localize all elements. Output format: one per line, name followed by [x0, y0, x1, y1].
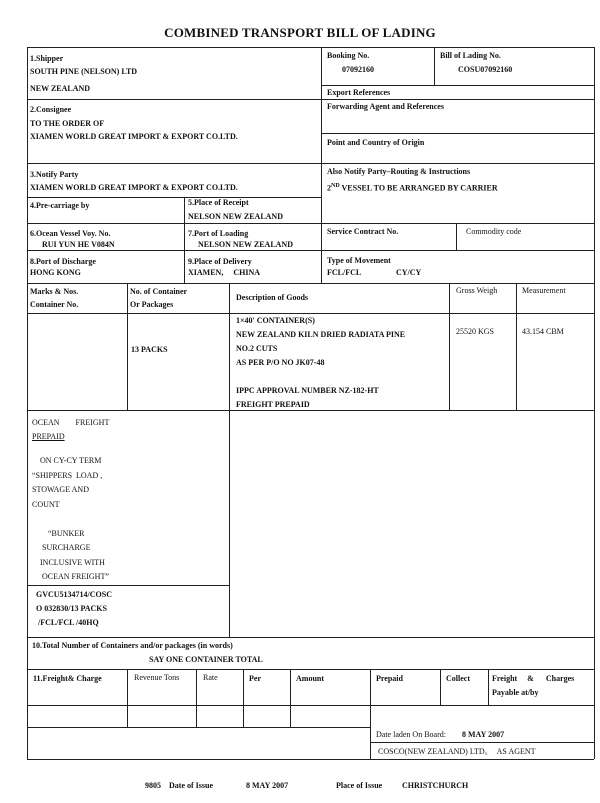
description-line: FREIGHT PREPAID: [236, 400, 310, 409]
booking-label: Booking No.: [327, 51, 370, 60]
container-seal-note: [36, 588, 112, 630]
consignee-label: 2.Consignee: [30, 105, 72, 114]
frame-bottom: [27, 759, 594, 760]
service-contract-label: Service Contract No.: [327, 227, 399, 236]
line-consignee-bottom: [27, 163, 594, 164]
line-forwarding-bottom: [321, 133, 594, 134]
point-of-origin-label: Point and Country of Origin: [327, 138, 425, 147]
description-line: NO.2 CUTS: [236, 344, 278, 353]
line-vessel-bottom: [27, 250, 594, 251]
also-notify-line1: 2ND VESSEL TO BE ARRANGED BY CARRIER: [327, 183, 498, 193]
measurement-header: Measurement: [522, 286, 566, 295]
description-line: AS PER P/O NO JK07-48: [236, 358, 325, 367]
place-of-receipt-value: NELSON NEW ZEALAND: [188, 212, 283, 221]
freight-charge-header: 11.Freight& Charge: [33, 674, 102, 683]
rate-header: Rate: [203, 673, 218, 682]
note-line: “SHIPPERS LOAD ,: [32, 470, 103, 480]
line-containers-bottom: [27, 637, 594, 638]
description-line: IPPC APPROVAL NUMBER NZ-182-HT: [236, 386, 379, 395]
note-line: ON CY-CY TERM: [32, 456, 102, 465]
port-of-loading-value: NELSON NEW ZEALAND: [198, 240, 293, 249]
forwarding-agent-label: Forwarding Agent and References: [327, 102, 444, 111]
cy-term-note: [32, 454, 109, 585]
note-line: INCLUSIVE WITH: [32, 557, 105, 567]
divider-freight-2: [196, 669, 197, 727]
or-packages-header: Or Packages: [130, 300, 174, 309]
bl-label: Bill of Lading No.: [440, 51, 501, 60]
line-notify-bottom: [27, 197, 321, 198]
type-of-movement-value2: CY/CY: [396, 268, 422, 277]
port-of-discharge-label: 8.Port of Discharge: [30, 257, 96, 266]
notify-party-label: 3.Notify Party: [30, 170, 79, 179]
port-of-discharge-value: HONG KONG: [30, 268, 81, 277]
place-of-receipt-label: 5.Place of Receipt: [188, 198, 249, 207]
laden-on-board-value: 8 MAY 2007: [462, 730, 505, 739]
divider-cargo-1: [127, 283, 128, 410]
collect-header: Collect: [446, 674, 470, 683]
line-export-bottom: [321, 99, 594, 100]
divider-freight-6: [440, 669, 441, 705]
line-freight-row: [27, 705, 594, 706]
shipper-line2: NEW ZEALAND: [30, 84, 91, 93]
agent-signature: COSCO(NEW ZEALAND) LTD。 AS AGENT: [378, 747, 536, 756]
container-line: GVCU5134714/COSC: [36, 590, 113, 599]
divider-top-main: [321, 47, 322, 283]
frame-left: [27, 47, 28, 759]
laden-on-board-label: Date laden On Board:: [376, 730, 446, 739]
place-of-delivery-value: XIAMEN, CHINA: [188, 268, 260, 277]
line-booking-bottom: [321, 85, 594, 86]
measurement-value: 43.154 CBM: [522, 327, 564, 336]
gross-weight-header: Gross Weigh: [456, 286, 498, 295]
goods-description: [236, 314, 405, 412]
note-line: SURCHARGE: [32, 543, 91, 552]
note-line: [32, 512, 109, 527]
line-total-bottom: [27, 669, 594, 670]
container-line: /FCL/FCL /40HQ: [36, 618, 99, 627]
packages-value: 13 PACKS: [131, 345, 168, 354]
payable-at-header: Payable at/by: [492, 688, 539, 697]
booking-value: 07092160: [342, 65, 374, 74]
notify-party-line1: XIAMEN WORLD GREAT IMPORT & EXPORT CO.LTD.: [30, 183, 238, 192]
note-line: COUNT: [32, 499, 60, 509]
line-routing-bottom: [27, 283, 594, 284]
divider-freight-3: [243, 669, 244, 727]
line-precarriage-bottom: [27, 223, 594, 224]
amount-header: Amount: [296, 674, 325, 683]
per-header: Per: [249, 674, 261, 683]
shipper-label: 1.Shipper: [30, 54, 64, 63]
commodity-code-label: Commodity code: [466, 227, 522, 236]
frame-top: [27, 47, 594, 48]
place-of-issue-label: Place of Issue: [336, 781, 383, 790]
place-of-delivery-label: 9.Place of Delivery: [188, 257, 252, 266]
freight-charges-header: Freight & Charges: [492, 674, 575, 683]
description-line: NEW ZEALAND KILN DRIED RADIATA PINE: [236, 330, 406, 339]
divider-freight-7: [488, 669, 489, 705]
document-title: COMBINED TRANSPORT BILL OF LADING: [164, 25, 436, 40]
also-notify-label: Also Notify Party–Routing & Instructions: [327, 167, 471, 176]
frame-right: [594, 47, 595, 759]
divider-routing: [184, 197, 185, 283]
divider-cargo-3: [449, 283, 450, 410]
divider-freight-4: [290, 669, 291, 727]
footer-number: 9805: [145, 781, 161, 790]
divider-cargo-4: [516, 283, 517, 410]
ocean-vessel-value: RUI YUN HE V084N: [42, 240, 115, 249]
port-of-loading-label: 7.Port of Loading: [188, 229, 249, 238]
prepaid-header: Prepaid: [376, 674, 403, 683]
total-containers-value: SAY ONE CONTAINER TOTAL: [149, 655, 263, 664]
pre-carriage-label: 4.Pre-carriage by: [30, 201, 90, 210]
divider-booking: [434, 47, 435, 85]
divider-commodity: [456, 223, 457, 250]
type-of-movement-label: Type of Movement: [327, 256, 391, 265]
shipper-line1: SOUTH PINE (NELSON) LTD: [30, 67, 138, 76]
export-references-label: Export References: [327, 88, 391, 97]
date-of-issue-label: Date of Issue: [169, 781, 213, 790]
container-line: O 032830/13 PACKS: [36, 604, 107, 613]
consignee-line1: TO THE ORDER OF: [30, 119, 105, 128]
no-of-container-header: No. of Container: [130, 287, 188, 296]
gross-weight-value: 25520 KGS: [456, 327, 495, 336]
line-laden-bottom: [370, 742, 594, 743]
divider-freight-5: [370, 669, 371, 759]
line-notes-bottom: [27, 585, 229, 586]
line-freight-bottom: [27, 727, 370, 728]
note-line: OCEAN FREIGHT”: [32, 572, 109, 581]
note-line: STOWAGE AND: [32, 485, 89, 494]
divider-cargo-2: [229, 283, 230, 637]
bl-value: COSU07092160: [458, 65, 513, 74]
revenue-tons-header: Revenue Tons: [134, 673, 180, 682]
container-no-header: Container No.: [30, 300, 79, 309]
place-of-issue-value: CHRISTCHURCH: [402, 781, 469, 790]
total-containers-label: 10.Total Number of Containers and/or packages (in words): [32, 641, 233, 650]
type-of-movement-value1: FCL/FCL: [327, 268, 362, 277]
note-line: “BUNKER: [32, 528, 85, 538]
marks-nos-header: Marks & Nos.: [30, 287, 79, 296]
ocean-freight-note: OCEAN FREIGHT: [32, 418, 110, 427]
divider-freight-1: [127, 669, 128, 727]
description-header: Description of Goods: [236, 293, 308, 302]
description-line: 1×40' CONTAINER(S): [236, 316, 315, 325]
consignee-line2: XIAMEN WORLD GREAT IMPORT & EXPORT CO.LTD.: [30, 132, 238, 141]
date-of-issue-value: 8 MAY 2007: [246, 781, 289, 790]
description-line: [236, 370, 405, 384]
ocean-vessel-label: 6.Ocean Vessel Voy. No.: [30, 229, 111, 238]
line-shipper-bottom: [27, 99, 321, 100]
prepaid-note: PREPAID: [32, 432, 65, 441]
